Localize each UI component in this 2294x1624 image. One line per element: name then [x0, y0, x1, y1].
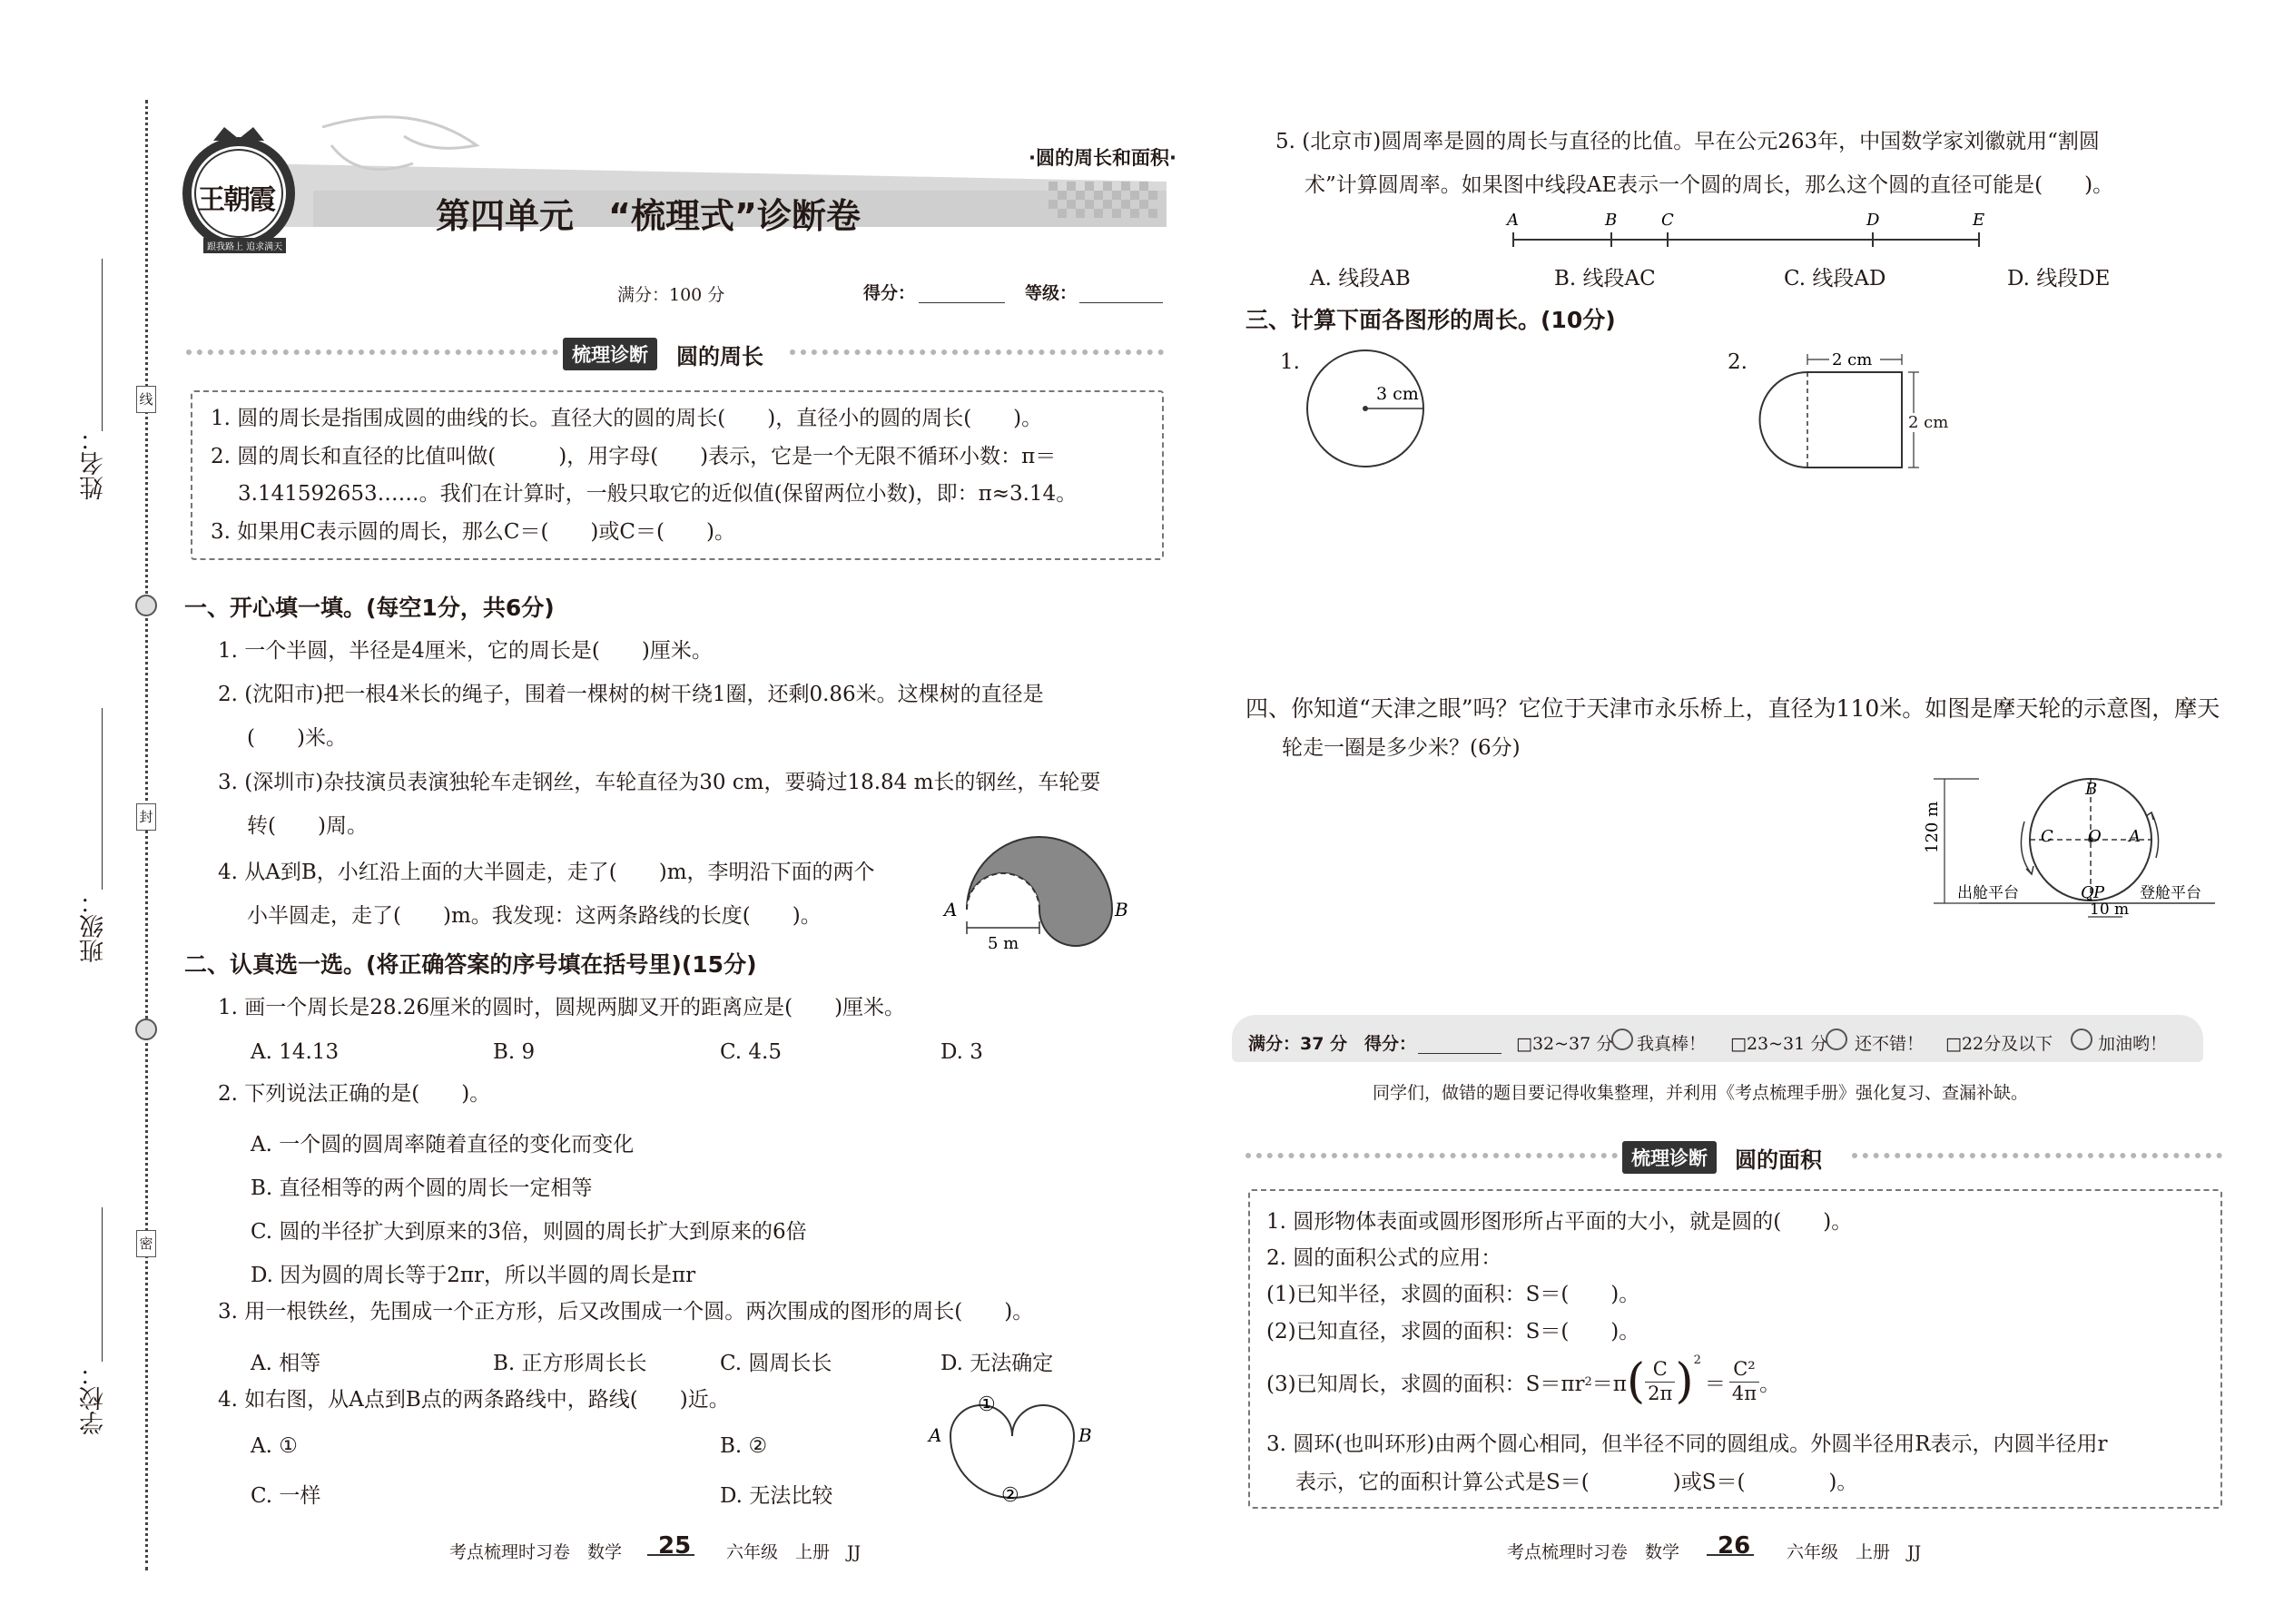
option[interactable]: C. 一样 [251, 1484, 321, 1508]
smiley-icon [2071, 1029, 2092, 1050]
review-line: 3.141592653……。我们在计算时，一般只取它的近似值(保留两位小数)，即：π≈3.14。 [238, 482, 1078, 506]
page-number-bracket [647, 1554, 694, 1556]
dim-label: 2 cm [1832, 350, 1873, 369]
review-line: 1. 圆的周长是指围成圆的曲线的长。直径大的圆的周长( )，直径小的圆的周长( )。 [211, 407, 1043, 430]
question-line: 4. 从A到B，小红沿上面的大半圆走，走了( )m，李明沿下面的两个 [218, 861, 875, 884]
section-heading: 四、你知道“天津之眼”吗？它位于天津市永乐桥上，直径为110米。如图是摩天轮的示意图，摩天 [1245, 695, 2220, 722]
option[interactable]: D. 无法确定 [940, 1352, 1054, 1375]
semicircle-figure [944, 835, 1126, 953]
smiley-icon [1611, 1029, 1633, 1050]
question-line: 2. 下列说法正确的是( )。 [218, 1082, 491, 1106]
class-field[interactable] [102, 708, 103, 890]
page-number-bracket [1707, 1554, 1754, 1556]
option[interactable]: D. 线段DE [2007, 267, 2111, 290]
point-label: C [1661, 211, 1674, 230]
question-line: 3. (深圳市)杂技演员表演独轮车走钢丝，车轮直径为30 cm，要骑过18.84 m长的钢丝，车轮要 [218, 771, 1101, 794]
question-line: 1. 画一个周长是28.26厘米的圆时，圆规两脚叉开的距离应是( )厘米。 [218, 996, 906, 1019]
figure-number: 2. [1728, 350, 1748, 374]
paren-close: ) [1675, 1354, 1694, 1409]
section-heading: 三、计算下面各图形的周长。(10分) [1245, 307, 1616, 333]
page-number: 25 [658, 1532, 692, 1560]
question-line: 5. (北京市)圆周率是圆的周长与直径的比值。早在公元263年，中国数学家刘徽就用“割圆 [1275, 130, 2100, 153]
question-line: 转( )周。 [247, 814, 368, 838]
review-line: 2. 圆的面积公式的应用： [1266, 1246, 1502, 1270]
point-label: C [2041, 827, 2053, 846]
point-label: B [1605, 211, 1618, 230]
platform-label: 出舱平台 [1957, 884, 2019, 902]
formula-mid: ＝π [1591, 1372, 1627, 1396]
equals: ＝ [1704, 1372, 1726, 1396]
fig-label: 5 m [988, 934, 1019, 953]
score-label: 得分： [1364, 1034, 1417, 1054]
name-field[interactable] [102, 259, 103, 431]
section-divider [1245, 1153, 1618, 1158]
study-tip: 同学们，做错的题目要记得收集整理，并利用《考点梳理手册》强化复习、查漏补缺。 [1373, 1083, 2029, 1103]
segment-figure [1502, 207, 1993, 252]
dim-label: 120 m [1923, 801, 1942, 853]
review-tag: 梳理诊断 [563, 338, 657, 370]
figure-number: 1. [1280, 350, 1300, 374]
formula-exponent: 2 [1693, 1353, 1701, 1367]
option[interactable]: D. 3 [940, 1040, 983, 1064]
option[interactable]: C. 圆的半径扩大到原来的3倍，则圆的周长扩大到原来的6倍 [251, 1220, 807, 1244]
route-figure [921, 1389, 1108, 1507]
numerator: C [1652, 1358, 1668, 1381]
seal-mark-1: 线 [136, 386, 156, 413]
review-line: 2. 圆的周长和直径的比值叫做( )，用字母( )表示，它是一个无限不循环小数：π＝ [211, 445, 1057, 468]
option[interactable]: B. 正方形周长长 [493, 1352, 647, 1375]
school-field[interactable] [102, 1207, 103, 1362]
dim-label: 2 cm [1908, 413, 1949, 432]
binding-hole-icon [135, 595, 157, 616]
fig-label: B [1115, 899, 1128, 920]
section-divider [1852, 1153, 2222, 1158]
smiley-icon [1826, 1029, 1847, 1050]
brand-name: 王朝霞 [198, 184, 274, 216]
dim-label: 10 m [2090, 901, 2130, 919]
seal-mark-2: 封 [136, 803, 156, 831]
question-line: 小半圆走，走了( )m。我发现：这两条路线的长度( )。 [247, 904, 822, 928]
option[interactable]: B. 线段AC [1554, 267, 1656, 290]
question-line: 3. 用一根铁丝，先围成一个正方形，后又改围成一个圆。两次围成的图形的周长( )。 [218, 1300, 1034, 1324]
point-label: A [2129, 827, 2141, 846]
option[interactable]: C. 线段AD [1784, 267, 1886, 290]
question-line: ( )米。 [247, 726, 347, 750]
option[interactable]: A. 线段AB [1310, 267, 1411, 290]
school-label: 学校： [80, 1362, 108, 1435]
seal-mark-3: 密 [136, 1230, 156, 1257]
option[interactable]: A. ① [251, 1434, 298, 1458]
score-comment: 还不错！ [1855, 1034, 1925, 1054]
review-line: (1)已知半径，求圆的面积：S＝( )。 [1266, 1283, 1640, 1306]
option[interactable]: C. 4.5 [720, 1040, 782, 1064]
binding-hole-icon [135, 1019, 157, 1040]
option[interactable]: C. 圆周长长 [720, 1352, 832, 1375]
section-heading: 一、开心填一填。(每空1分，共6分) [184, 595, 555, 621]
name-label: 姓名： [80, 427, 108, 500]
score-comment: 我真棒！ [1637, 1034, 1707, 1054]
option[interactable]: D. 因为圆的周长等于2πr，所以半圆的周长是πr [251, 1264, 696, 1287]
route-label: ① [978, 1393, 996, 1416]
footer-book: 考点梳理时习卷 数学 [1507, 1542, 1680, 1562]
score-full: 满分：37 分 [1248, 1034, 1348, 1054]
option[interactable]: B. ② [720, 1434, 768, 1458]
option[interactable]: D. 无法比较 [720, 1484, 833, 1508]
grade-field[interactable] [1079, 302, 1163, 303]
section-divider [790, 349, 1164, 355]
section-divider [186, 349, 558, 355]
option[interactable]: A. 相等 [251, 1352, 321, 1375]
footer-book: 考点梳理时习卷 数学 [449, 1542, 623, 1562]
review-box [1248, 1189, 2222, 1509]
option[interactable]: A. 14.13 [251, 1040, 340, 1064]
review-title: 圆的周长 [676, 344, 763, 369]
circle-figure [1298, 345, 1443, 472]
footer-grade: 六年级 上册 JJ [726, 1542, 861, 1562]
point-label: P [2093, 883, 2105, 902]
review-title: 圆的面积 [1735, 1147, 1822, 1173]
formula-exponent: 2 [1584, 1374, 1592, 1389]
full-score: 满分：100 分 [617, 285, 725, 305]
formula-prefix: (3)已知周长，求圆的面积：S＝πr [1266, 1372, 1585, 1396]
point-label: B [2085, 780, 2098, 799]
composite-figure [1750, 345, 1923, 472]
period: 。 [1759, 1372, 1781, 1396]
review-line: 表示，它的面积计算公式是S＝( )或S＝( )。 [1295, 1471, 1858, 1494]
page-title: 第四单元 “梳理式”诊断卷 [436, 196, 861, 236]
score-label: 得分： [863, 283, 916, 303]
point-label: O [2088, 827, 2102, 846]
review-line: 1. 圆形物体表面或圆形图形所占平面的大小，就是圆的( )。 [1266, 1210, 1853, 1234]
score-field[interactable] [1418, 1053, 1501, 1054]
section-heading: 二、认真选一选。(将正确答案的序号填在括号里)(15分) [184, 951, 757, 978]
fraction [1729, 1358, 1759, 1404]
class-label: 班级： [80, 890, 108, 963]
question-line: 1. 一个半圆，半径是4厘米，它的周长是( )厘米。 [218, 639, 713, 663]
option[interactable]: A. 一个圆的圆周率随着直径的变化而变化 [251, 1133, 635, 1156]
footer-grade: 六年级 上册 JJ [1787, 1542, 1922, 1562]
point-label: A [1507, 211, 1519, 230]
fig-label: A [944, 899, 958, 920]
header-banner [177, 109, 1176, 263]
paren-open: ( [1626, 1354, 1646, 1409]
question-line: 术”计算圆周率。如果图中线段AE表示一个圆的周长，那么这个圆的直径可能是( )。 [1305, 173, 2114, 197]
question-line: 轮走一圈是多少米？(6分) [1282, 736, 1521, 760]
route-label: ② [1001, 1484, 1019, 1507]
question-line: 2. (沈阳市)把一根4米长的绳子，围着一棵树的树干绕1圈，还剩0.86米。这棵树的直径是 [218, 683, 1044, 706]
option[interactable]: B. 直径相等的两个圆的周长一定相等 [251, 1176, 593, 1200]
score-range[interactable]: □22分及以下 [1945, 1034, 2053, 1054]
point-label: Q [2081, 883, 2094, 902]
question-line: 4. 如右图，从A点到B点的两条路线中，路线( )近。 [218, 1388, 730, 1412]
review-tag: 梳理诊断 [1622, 1141, 1717, 1174]
point-label: E [1973, 211, 1985, 230]
review-line: 3. 圆环(也叫环形)由两个圆心相同，但半径不同的圆组成。外圆半径用R表示，内圆半径用r [1266, 1432, 2108, 1456]
denominator: 2π [1645, 1382, 1675, 1405]
option[interactable]: B. 9 [493, 1040, 536, 1064]
area-formula [1266, 1350, 1780, 1413]
radius-label: 3 cm [1376, 384, 1419, 404]
review-line: (2)已知直径，求圆的面积：S＝( )。 [1266, 1320, 1640, 1343]
denominator: 4π [1729, 1382, 1759, 1405]
fig-label: B [1078, 1424, 1092, 1446]
score-comment: 加油哟！ [2098, 1034, 2168, 1054]
brand-slogan: 跟我路上 追求满天 [203, 238, 286, 253]
point-label: D [1866, 211, 1880, 230]
score-range[interactable]: □23~31 分 [1730, 1034, 1828, 1054]
grade-label: 等级： [1025, 283, 1078, 303]
binding-dotted-line [145, 100, 148, 1570]
score-field[interactable] [919, 302, 1005, 303]
ferris-wheel-figure [1925, 767, 2233, 926]
review-line: 3. 如果用C表示圆的周长，那么C＝( )或C＝( )。 [211, 520, 735, 544]
topic-label: ·圆的周长和面积· [1029, 147, 1177, 169]
page-number: 26 [1718, 1532, 1751, 1560]
fig-label: A [929, 1424, 942, 1446]
numerator: C² [1733, 1358, 1756, 1381]
score-range[interactable]: □32~37 分 [1516, 1034, 1614, 1054]
platform-label: 登舱平台 [2140, 884, 2201, 902]
fraction [1645, 1358, 1675, 1404]
